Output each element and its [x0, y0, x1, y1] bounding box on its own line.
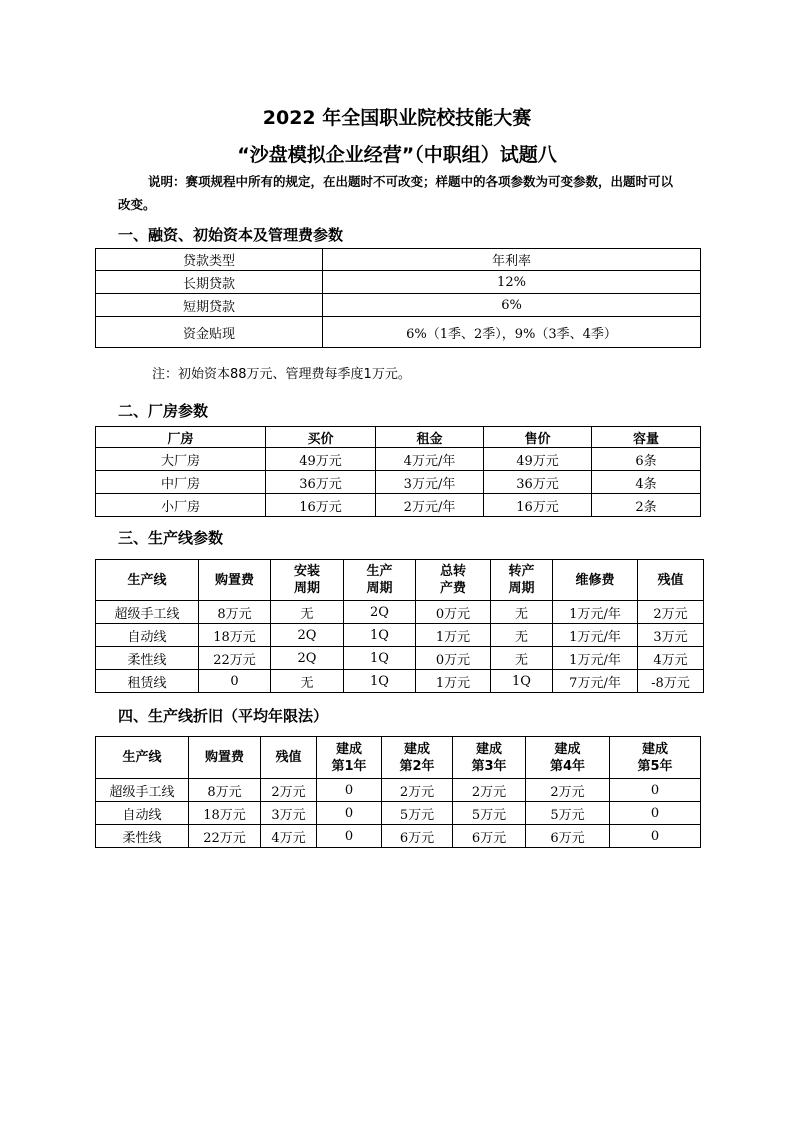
table-cell: 1Q	[344, 647, 416, 670]
header-cell: 总转 产费	[416, 560, 491, 601]
table-cell: 8万元	[199, 601, 271, 624]
header-cell: 残值	[261, 737, 317, 779]
table-cell: 0万元	[416, 647, 491, 670]
table-header-row	[96, 249, 701, 271]
header-cell: 厂房	[96, 427, 266, 448]
table-cell: 0	[317, 779, 382, 802]
table-cell: 0	[317, 802, 382, 825]
table-cell: 无	[271, 601, 344, 624]
table-cell: 长期贷款	[96, 271, 323, 294]
table-row	[96, 448, 701, 471]
header-cell: 建成 第4年	[526, 737, 610, 779]
table-cell: 1Q	[344, 670, 416, 693]
table-cell: 2万元	[638, 601, 704, 624]
table-cell: 3万元	[261, 802, 317, 825]
table-cell: 22万元	[199, 647, 271, 670]
table-row	[96, 802, 701, 825]
table-cell: 1万元/年	[553, 601, 638, 624]
table-row	[96, 294, 701, 317]
table-cell: -8万元	[638, 670, 704, 693]
financing-table	[95, 248, 701, 348]
header-cell: 贷款类型	[96, 249, 323, 271]
table-cell: 12%	[323, 271, 701, 294]
table-cell: 2万元	[261, 779, 317, 802]
table-cell: 大厂房	[96, 448, 266, 471]
table-row	[96, 601, 704, 624]
header-cell: 售价	[484, 427, 592, 448]
table-cell: 2Q	[344, 601, 416, 624]
table-cell: 0	[199, 670, 271, 693]
table-cell: 4条	[592, 471, 701, 494]
table-cell: 49万元	[484, 448, 592, 471]
table-cell: 资金贴现	[96, 317, 323, 348]
table-cell: 6万元	[526, 825, 610, 848]
table-cell: 0	[317, 825, 382, 848]
table-cell: 超级手工线	[96, 601, 199, 624]
table-cell: 5万元	[382, 802, 453, 825]
table-cell: 0	[610, 779, 701, 802]
table-cell: 无	[271, 670, 344, 693]
section3-heading: 三、生产线参数	[118, 529, 224, 547]
table-row	[96, 779, 701, 802]
table-cell: 2万元	[453, 779, 526, 802]
production-line-table	[95, 559, 704, 693]
table-cell: 自动线	[96, 624, 199, 647]
header-cell: 生产 周期	[344, 560, 416, 601]
table-cell: 36万元	[266, 471, 376, 494]
table-cell: 5万元	[526, 802, 610, 825]
section1-footnote: 注：初始资本88万元、管理费每季度1万元。	[152, 367, 411, 382]
table-cell: 49万元	[266, 448, 376, 471]
table-cell: 2Q	[271, 647, 344, 670]
table-cell: 4万元	[261, 825, 317, 848]
table-cell: 3万元	[638, 624, 704, 647]
table-cell: 6万元	[453, 825, 526, 848]
table-row	[96, 271, 701, 294]
table-cell: 1万元	[416, 670, 491, 693]
table-cell: 2万元	[382, 779, 453, 802]
table-cell: 3万元/年	[376, 471, 484, 494]
header-cell: 容量	[592, 427, 701, 448]
header-cell: 年利率	[323, 249, 701, 271]
table-cell: 租赁线	[96, 670, 199, 693]
table-row	[96, 670, 704, 693]
table-cell: 无	[491, 601, 553, 624]
table-header-row	[96, 737, 701, 779]
header-cell: 生产线	[96, 737, 189, 779]
table-cell: 无	[491, 624, 553, 647]
table-cell: 6条	[592, 448, 701, 471]
header-cell: 建成 第5年	[610, 737, 701, 779]
table-cell: 16万元	[484, 494, 592, 517]
table-row	[96, 471, 701, 494]
table-cell: 5万元	[453, 802, 526, 825]
table-cell: 超级手工线	[96, 779, 189, 802]
table-cell: 小厂房	[96, 494, 266, 517]
header-cell: 买价	[266, 427, 376, 448]
table-cell: 1万元/年	[553, 647, 638, 670]
table-cell: 36万元	[484, 471, 592, 494]
table-cell: 8万元	[189, 779, 261, 802]
table-cell: 18万元	[189, 802, 261, 825]
table-cell: 1Q	[344, 624, 416, 647]
title-line-2: “沙盘模拟企业经营”（中职组）试题八	[237, 144, 557, 166]
header-cell: 残值	[638, 560, 704, 601]
table-cell: 18万元	[199, 624, 271, 647]
section2-heading: 二、厂房参数	[118, 402, 209, 420]
table-row	[96, 647, 704, 670]
header-cell: 转产 周期	[491, 560, 553, 601]
table-cell: 16万元	[266, 494, 376, 517]
table-header-row	[96, 427, 701, 448]
table-cell: 7万元/年	[553, 670, 638, 693]
table-row	[96, 317, 701, 348]
table-cell: 1万元	[416, 624, 491, 647]
table-row	[96, 825, 701, 848]
header-cell: 建成 第1年	[317, 737, 382, 779]
table-cell: 2条	[592, 494, 701, 517]
table-cell: 0万元	[416, 601, 491, 624]
table-header-row	[96, 560, 704, 601]
table-cell: 无	[491, 647, 553, 670]
header-cell: 安装 周期	[271, 560, 344, 601]
table-cell: 短期贷款	[96, 294, 323, 317]
table-cell: 6%	[323, 294, 701, 317]
header-cell: 生产线	[96, 560, 199, 601]
section1-heading: 一、融资、初始资本及管理费参数	[118, 226, 344, 244]
section4-heading: 四、生产线折旧（平均年限法）	[118, 707, 329, 725]
header-cell: 建成 第2年	[382, 737, 453, 779]
table-cell: 6万元	[382, 825, 453, 848]
table-cell: 1Q	[491, 670, 553, 693]
table-row	[96, 624, 704, 647]
table-cell: 4万元	[638, 647, 704, 670]
table-row	[96, 494, 701, 517]
factory-table	[95, 426, 701, 517]
table-cell: 中厂房	[96, 471, 266, 494]
table-cell: 1万元/年	[553, 624, 638, 647]
header-cell: 购置费	[189, 737, 261, 779]
table-cell: 0	[610, 825, 701, 848]
table-cell: 0	[610, 802, 701, 825]
depreciation-table	[95, 736, 701, 848]
table-cell: 自动线	[96, 802, 189, 825]
table-cell: 22万元	[189, 825, 261, 848]
header-cell: 租金	[376, 427, 484, 448]
table-cell: 2Q	[271, 624, 344, 647]
header-cell: 维修费	[553, 560, 638, 601]
header-cell: 建成 第3年	[453, 737, 526, 779]
table-cell: 2万元	[526, 779, 610, 802]
title-line-1: 2022 年全国职业院校技能大赛	[262, 107, 532, 129]
table-cell: 4万元/年	[376, 448, 484, 471]
table-cell: 6%（1季、2季），9%（3季、4季）	[323, 317, 701, 348]
header-cell: 购置费	[199, 560, 271, 601]
table-cell: 柔性线	[96, 825, 189, 848]
table-cell: 2万元/年	[376, 494, 484, 517]
intro-note: 说明：赛项规程中所有的规定，在出题时不可改变；样题中的各项参数为可变参数，出题时可以改变。	[118, 174, 674, 212]
table-cell: 柔性线	[96, 647, 199, 670]
